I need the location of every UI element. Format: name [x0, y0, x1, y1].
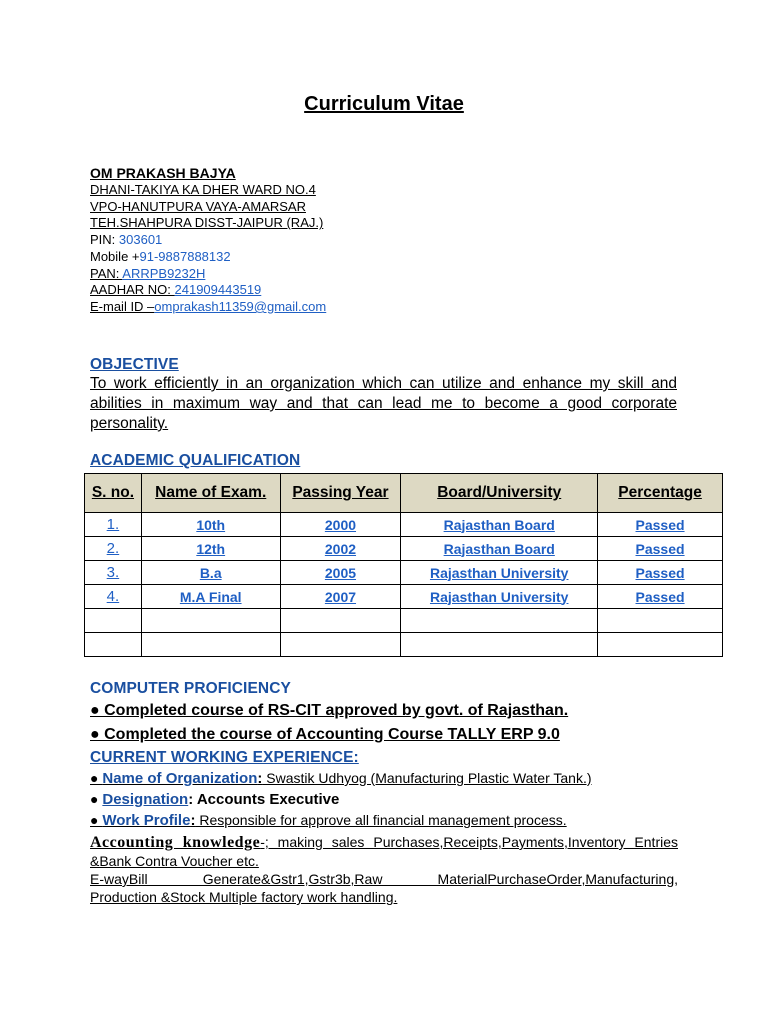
knowledge-line-3: Production &Stock Multiple factory work handling.: [90, 889, 398, 905]
cell-sno: 2.: [85, 537, 142, 561]
header-percentage: Percentage: [598, 474, 723, 513]
work-profile-label: Work Profile: [102, 812, 191, 829]
cell-exam: M.A Final: [141, 585, 280, 609]
cell-year: [280, 609, 401, 633]
experience-heading: CURRENT WORKING EXPERIENCE:: [90, 749, 359, 766]
header-board: Board/University: [401, 474, 598, 513]
email-line: [90, 299, 326, 316]
cell-exam: B.a: [141, 561, 280, 585]
cell-year: 2007: [280, 585, 401, 609]
organization-value: Swastik Udhyog (Manufacturing Plastic Water Tank.): [262, 770, 592, 786]
cell-result: Passed: [598, 537, 723, 561]
work-profile-line: ● Work Profile: Responsible for approve all financial management process.: [90, 812, 567, 829]
cell-result: Passed: [598, 585, 723, 609]
email-link[interactable]: omprakash11359@gmail.com: [154, 298, 327, 314]
cell-board: Rajasthan Board: [401, 513, 598, 537]
aadhar-line: [90, 282, 326, 299]
pin-value: 303601: [118, 232, 163, 248]
pin-label: PIN:: [90, 232, 119, 248]
academic-heading: ACADEMIC QUALIFICATION: [90, 452, 301, 469]
table-row: [85, 633, 723, 657]
pin-line: [90, 232, 326, 249]
cell-sno: 3.: [85, 561, 142, 585]
designation-label: Designation: [102, 791, 189, 808]
cell-result: Passed: [598, 561, 723, 585]
address-line-1: DHANI-TAKIYA KA DHER WARD NO.4: [90, 182, 316, 197]
table-header-row: [85, 474, 723, 513]
cell-exam: 12th: [141, 537, 280, 561]
cell-sno: [85, 609, 142, 633]
header-exam: Name of Exam.: [141, 474, 280, 513]
cell-result: Passed: [598, 513, 723, 537]
work-profile-value: Responsible for approve all financial management process.: [195, 812, 567, 828]
cell-sno: 4.: [85, 585, 142, 609]
aadhar-value: 241909443519: [174, 282, 262, 298]
qualification-table: [84, 473, 723, 657]
cell-board: Rajasthan University: [401, 585, 598, 609]
header-year: Passing Year: [280, 474, 401, 513]
computer-heading: COMPUTER PROFICIENCY: [90, 680, 291, 697]
candidate-name: OM PRAKASH BAJYA: [90, 165, 236, 181]
mobile-value: 91-9887888132: [139, 248, 231, 264]
table-row: [85, 609, 723, 633]
accounting-knowledge: [90, 833, 678, 906]
pan-label: PAN:: [90, 265, 123, 281]
contact-block: [90, 164, 326, 316]
designation-line: ● Designation: Accounts Executive: [90, 791, 340, 808]
table-row: [85, 537, 723, 561]
objective-text: To work efficiently in an organization which can utilize and enhance my skill and abilities in maximum way and that can lead me to become a good corporate personality.: [90, 375, 677, 432]
organization-line: ● Name of Organization: Swastik Udhyog (Manufacturing Plastic Water Tank.): [90, 770, 592, 787]
knowledge-line-2: E-wayBill Generate&Gstr1,Gstr3b,Raw MaterialPurchaseOrder,Manufacturing,: [90, 871, 678, 887]
cell-exam: 10th: [141, 513, 280, 537]
knowledge-paragraph: [90, 833, 678, 870]
objective-heading: OBJECTIVE: [90, 356, 179, 373]
cell-result: [598, 609, 723, 633]
bullet: ●: [90, 812, 103, 828]
cell-year: 2000: [280, 513, 401, 537]
page-title: Curriculum Vitae: [304, 93, 464, 115]
computer-line-1: ● Completed course of RS-CIT approved by govt. of Rajasthan.: [90, 702, 569, 719]
knowledge-lead: Accounting knowledge: [90, 834, 261, 851]
bullet: ●: [90, 770, 103, 786]
cell-sno: 1.: [85, 513, 142, 537]
organization-label: Name of Organization: [102, 770, 258, 787]
bullet: ●: [90, 791, 103, 807]
address-line-3: TEH.SHAHPURA DISST-JAIPUR (RAJ.): [90, 215, 324, 231]
cell-board: Rajasthan University: [401, 561, 598, 585]
table-row: [85, 513, 723, 537]
header-sno: S. no.: [85, 474, 142, 513]
email-label: E-mail ID –: [90, 298, 155, 314]
knowledge-text: -; making sales Purchases,Receipts,Payments,Inventory Entries &Bank Contra Voucher etc.: [90, 834, 678, 869]
pan-line: [90, 266, 326, 283]
aadhar-label: AADHAR NO:: [90, 282, 175, 298]
cell-year: [280, 633, 401, 657]
cell-sno: [85, 633, 142, 657]
pan-value: ARRPB9232H: [122, 265, 206, 281]
designation-value: Accounts Executive: [193, 791, 340, 808]
cell-board: Rajasthan Board: [401, 537, 598, 561]
mobile-label: Mobile +: [90, 248, 140, 264]
cell-exam: [141, 633, 280, 657]
cell-board: [401, 609, 598, 633]
cell-board: [401, 633, 598, 657]
computer-line-2: ● Completed the course of Accounting Course TALLY ERP 9.0: [90, 726, 560, 743]
address-line-2: VPO-HANUTPURA VAYA-AMARSAR: [90, 198, 306, 214]
table-row: [85, 561, 723, 585]
cell-exam: [141, 609, 280, 633]
cell-result: [598, 633, 723, 657]
mobile-line: [90, 249, 326, 266]
cell-year: 2002: [280, 537, 401, 561]
table-row: [85, 585, 723, 609]
cell-year: 2005: [280, 561, 401, 585]
